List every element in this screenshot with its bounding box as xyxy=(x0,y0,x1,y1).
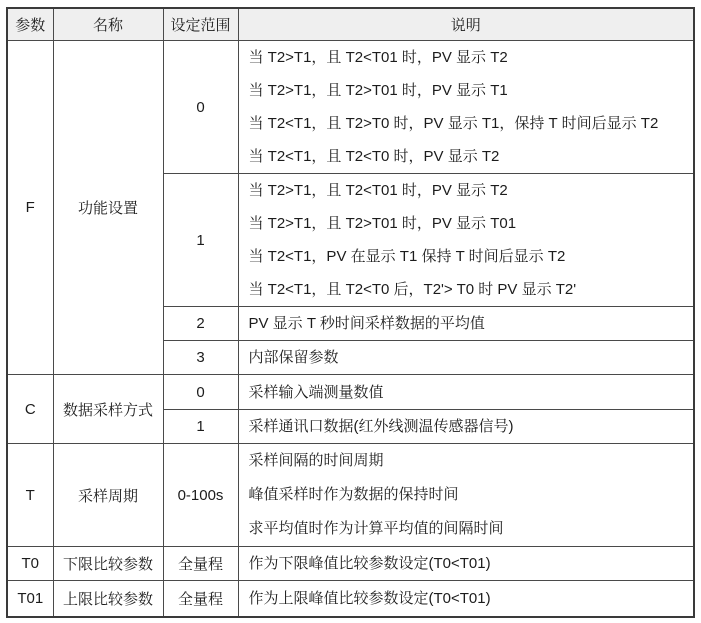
description-line: 作为上限峰值比较参数设定(T0<T01) xyxy=(248,589,491,607)
description-line: 采样输入端测量数值 xyxy=(248,383,384,401)
param-cell: T01 xyxy=(7,581,53,617)
table-row xyxy=(7,41,694,174)
description-cell xyxy=(238,41,694,174)
description-cell xyxy=(238,581,694,617)
header-name: 名称 xyxy=(53,8,163,41)
description-line: 当 T2<T1，且 T2<T0 时，PV 显示 T2 xyxy=(248,148,500,165)
description-line: 当 T2<T1，PV 在显示 T1 保持 T 时间后显示 T2 xyxy=(248,248,566,265)
description-line: 内部保留参数 xyxy=(248,349,339,366)
table-header-row xyxy=(7,8,694,41)
description-cell xyxy=(238,307,694,341)
parameter-table xyxy=(6,7,695,618)
description-line: 求平均值时作为计算平均值的间隔时间 xyxy=(248,520,504,537)
param-cell: T xyxy=(7,444,53,547)
header-range: 设定范围 xyxy=(163,8,238,41)
range-cell: 2 xyxy=(163,307,238,341)
description-cell xyxy=(238,410,694,444)
header-description: 说明 xyxy=(238,8,694,41)
name-cell: 数据采样方式 xyxy=(53,375,163,444)
table-row xyxy=(7,581,694,617)
description-line: 采样间隔的时间周期 xyxy=(248,452,384,469)
name-cell: 下限比较参数 xyxy=(53,547,163,581)
description-cell xyxy=(238,341,694,375)
range-cell: 0 xyxy=(163,375,238,410)
description-line: 作为下限峰值比较参数设定(T0<T01) xyxy=(248,555,491,572)
table-row xyxy=(7,375,694,410)
description-line: 峰值采样时作为数据的保持时间 xyxy=(248,486,459,503)
table-row xyxy=(7,444,694,547)
description-cell xyxy=(238,375,694,410)
description-cell xyxy=(238,444,694,547)
description-line: 当 T2>T1，且 T2<T01 时，PV 显示 T2 xyxy=(248,182,508,199)
description-cell xyxy=(238,547,694,581)
name-cell: 采样周期 xyxy=(53,444,163,547)
description-line: 当 T2<T1，且 T2<T0 后，T2'> T0 时 PV 显示 T2' xyxy=(248,281,577,298)
description-line: 采样通讯口数据(红外线测温传感器信号) xyxy=(248,418,514,435)
range-cell: 1 xyxy=(163,410,238,444)
range-cell: 1 xyxy=(163,174,238,307)
range-cell: 0-100s xyxy=(163,444,238,547)
param-cell: F xyxy=(7,41,53,375)
name-cell: 上限比较参数 xyxy=(53,581,163,617)
description-line: PV 显示 T 秒时间采样数据的平均值 xyxy=(248,315,485,332)
description-line: 当 T2>T1，且 T2>T01 时，PV 显示 T1 xyxy=(248,82,508,99)
param-cell: C xyxy=(7,375,53,444)
description-line: 当 T2>T1，且 T2>T01 时，PV 显示 T01 xyxy=(248,215,517,232)
param-cell: T0 xyxy=(7,547,53,581)
description-line: 当 T2<T1，且 T2>T0 时，PV 显示 T1，保持 T 时间后显示 T2 xyxy=(248,115,659,132)
range-cell: 全量程 xyxy=(163,581,238,617)
range-cell: 全量程 xyxy=(163,547,238,581)
range-cell: 3 xyxy=(163,341,238,375)
table-row xyxy=(7,547,694,581)
description-line: 当 T2>T1，且 T2<T01 时，PV 显示 T2 xyxy=(248,49,508,66)
range-cell: 0 xyxy=(163,41,238,174)
description-cell xyxy=(238,174,694,307)
header-param: 参数 xyxy=(7,8,53,41)
name-cell: 功能设置 xyxy=(53,41,163,375)
